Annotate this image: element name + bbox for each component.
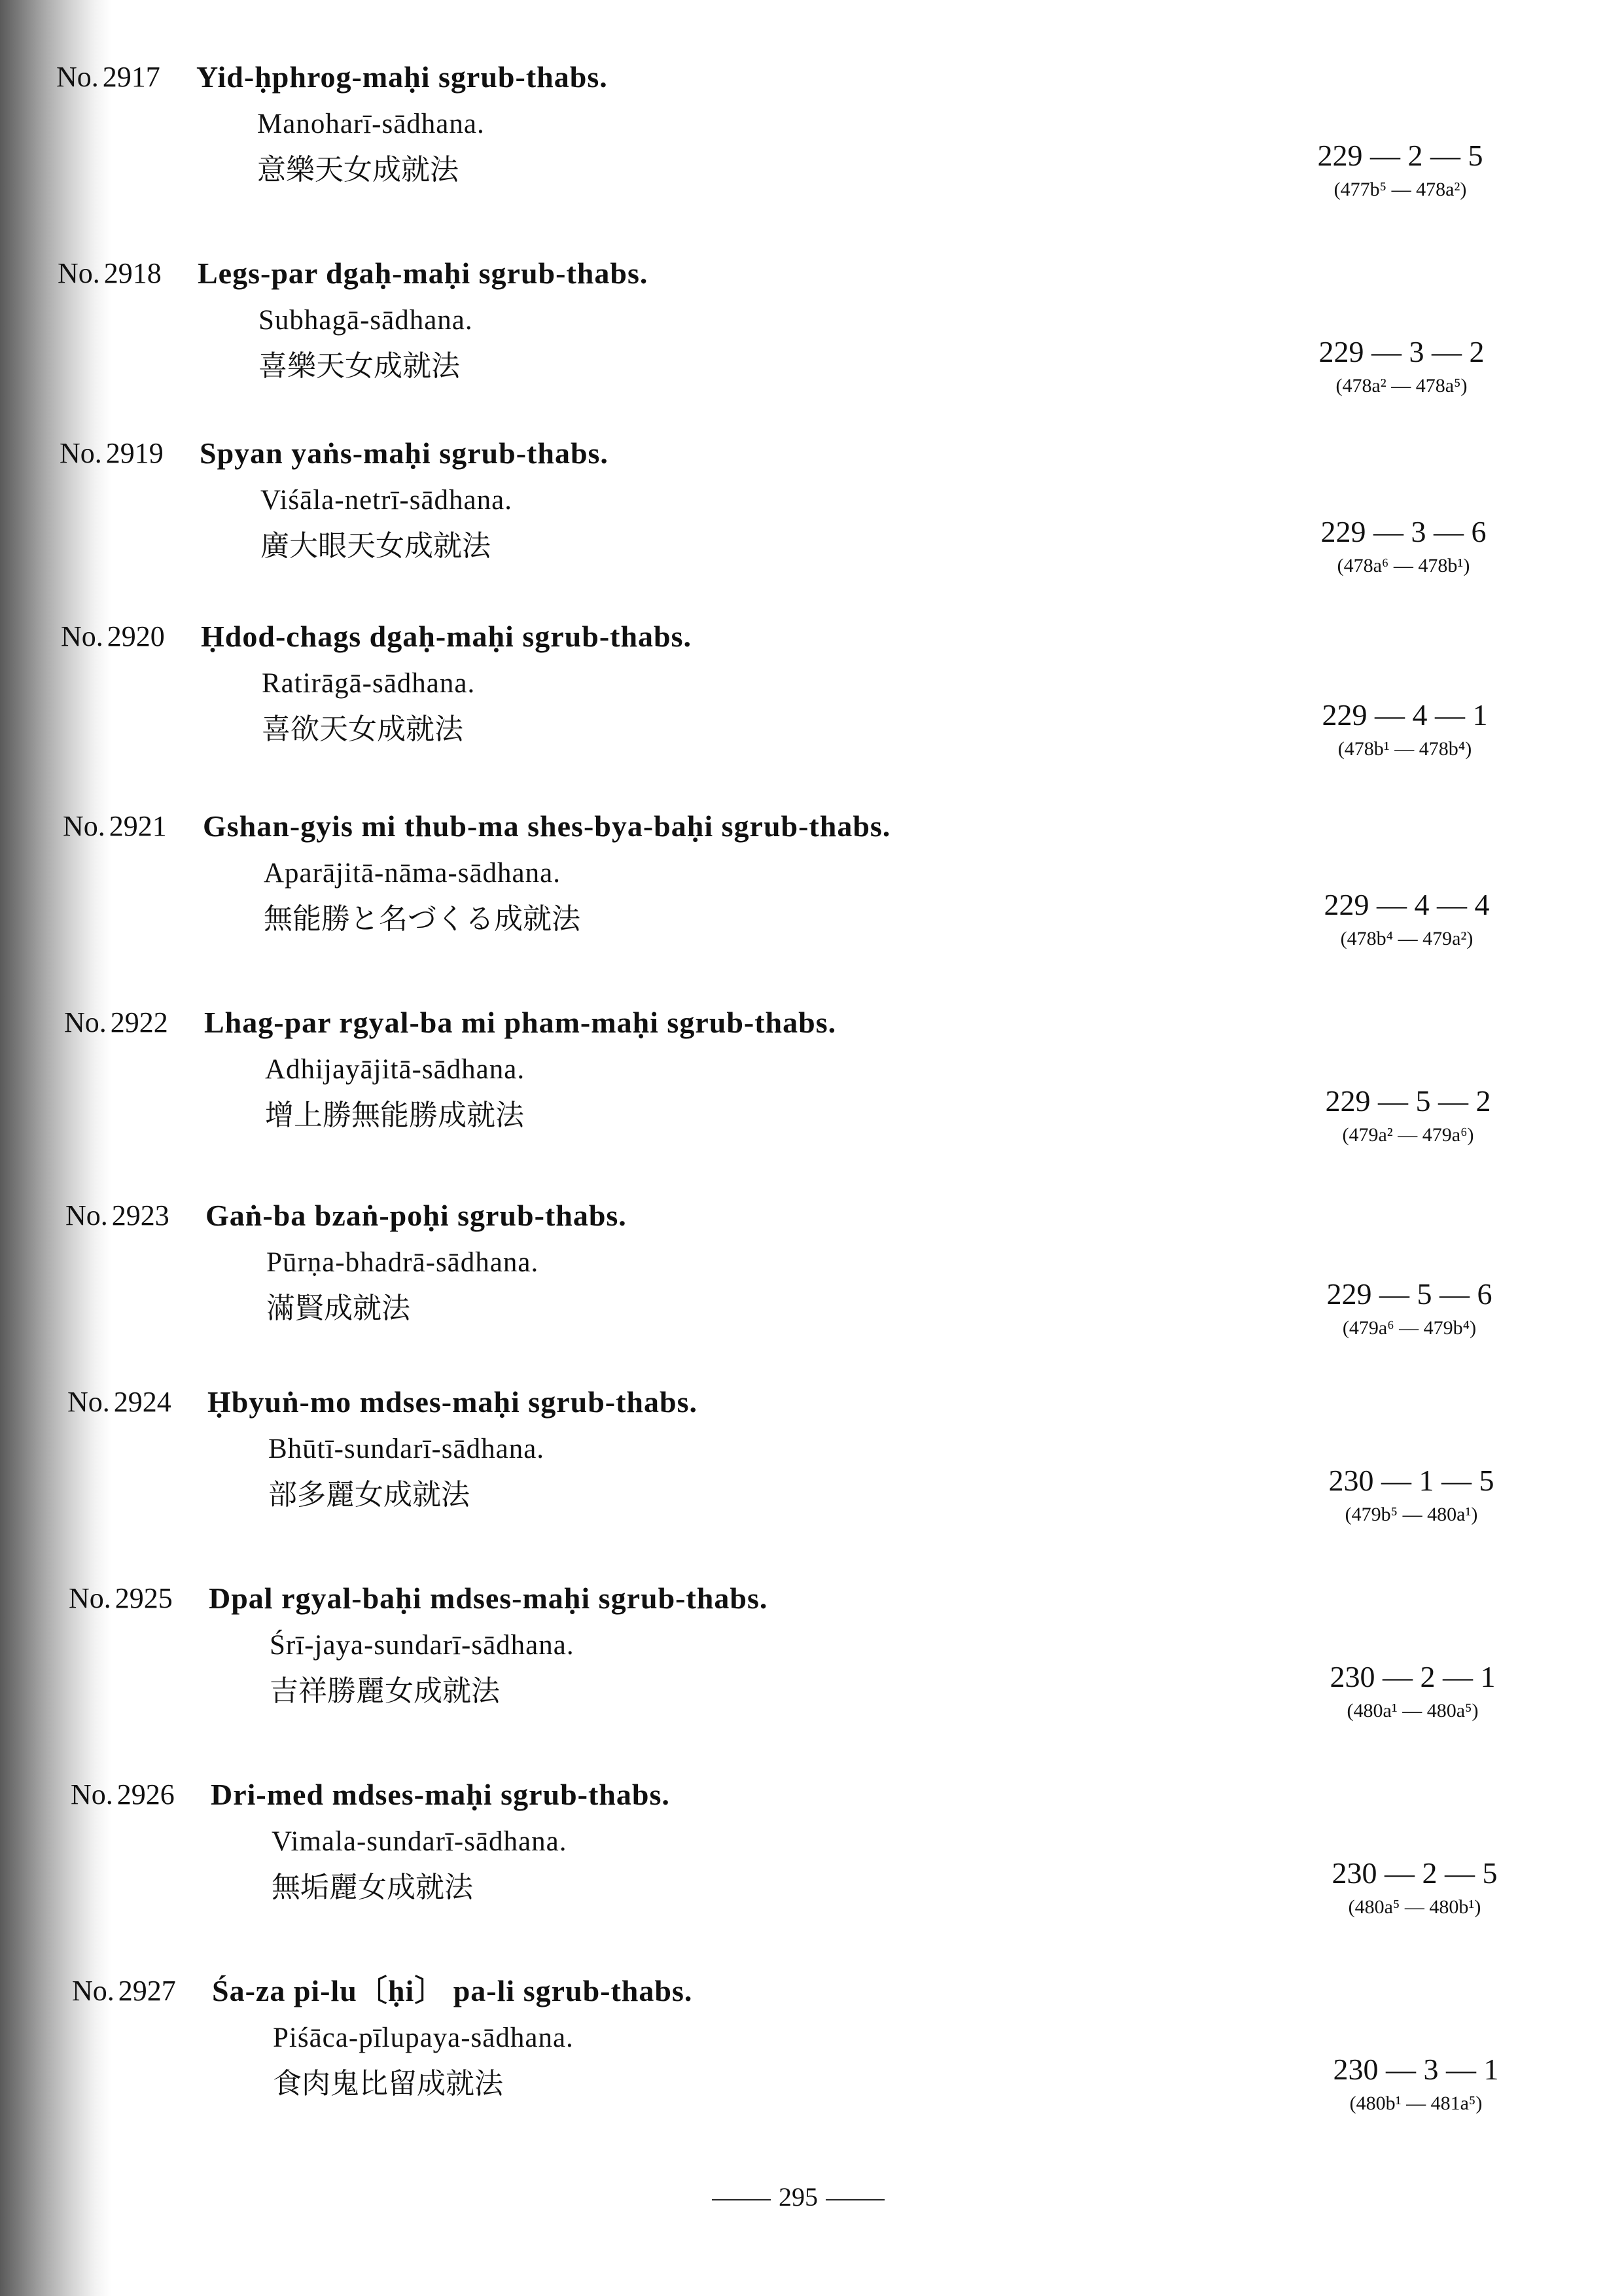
entry-folio-range: (479b⁵ — 480a¹)	[1345, 1504, 1478, 1525]
page-number	[687, 2179, 909, 2216]
entry-number-value: 2920	[107, 620, 165, 652]
catalog-entry	[0, 1776, 1624, 1953]
entry-sanskrit-title: Piśāca-pīlupaya-sādhana.	[273, 2022, 574, 2053]
entry-tibetan-title: Ḥdod-chags dgaḥ-maḥi sgrub-thabs.	[201, 620, 692, 653]
entry-number-label: No.	[60, 437, 102, 469]
entry-japanese-title: 意樂天女成就法	[257, 153, 459, 186]
entry-sanskrit-title: Subhagā-sādhana.	[258, 305, 473, 336]
entry-number	[71, 1776, 175, 1813]
entry-folio-range: (478a² — 478a⁵)	[1335, 375, 1468, 397]
entry-location: 230 — 2 — 1	[1330, 1660, 1496, 1693]
catalog-entry	[0, 1973, 1624, 2149]
entry-location: 229 — 5 — 2	[1325, 1084, 1491, 1118]
entry-number-value: 2921	[109, 810, 167, 842]
catalog-entry	[0, 59, 1624, 236]
entry-tibetan-title: Yid-ḥphrog-maḥi sgrub-thabs.	[196, 60, 608, 94]
entry-number-value: 2925	[115, 1582, 173, 1614]
entry-tibetan-title: Dpal rgyal-baḥi mdses-maḥi sgrub-thabs.	[209, 1581, 768, 1615]
entry-folio-range: (480a¹ — 480a⁵)	[1347, 1700, 1479, 1722]
entry-japanese-title: 增上勝無能勝成就法	[265, 1099, 524, 1132]
entry-number-value: 2924	[113, 1386, 171, 1418]
entry-number-value: 2922	[110, 1006, 168, 1038]
entry-tibetan-title: Ḥbyuṅ-mo mdses-maḥi sgrub-thabs.	[207, 1385, 697, 1419]
page-number-value: 295	[779, 2182, 818, 2212]
entry-number-label: No.	[58, 257, 100, 289]
entry-tibetan-title: Lhag-par rgyal-ba mi pham-maḥi sgrub-thabs.	[204, 1006, 837, 1039]
entry-japanese-title: 無垢麗女成就法	[272, 1871, 473, 1904]
entry-tibetan-title: Gaṅ-ba bzaṅ-poḥi sgrub-thabs.	[205, 1199, 627, 1232]
entry-tibetan-title: Spyan yaṅs-maḥi sgrub-thabs.	[200, 436, 609, 470]
entry-japanese-title: 滿賢成就法	[266, 1292, 410, 1325]
entry-number-label: No.	[63, 810, 105, 842]
entry-japanese-title: 部多麗女成就法	[268, 1478, 470, 1511]
entry-folio-range: (480b¹ — 481a⁵)	[1349, 2093, 1483, 2114]
entry-number-label: No.	[64, 1006, 107, 1038]
entry-number-label: No.	[69, 1582, 111, 1614]
entry-folio-range: (478b¹ — 478b⁴)	[1337, 738, 1472, 760]
entry-sanskrit-title: Viśāla-netrī-sādhana.	[260, 485, 512, 516]
entry-number	[58, 255, 162, 292]
entry-japanese-title: 喜欲天女成就法	[262, 713, 463, 746]
entry-sanskrit-title: Vimala-sundarī-sādhana.	[272, 1826, 567, 1857]
entry-number	[63, 808, 167, 845]
entry-location: 229 — 4 — 4	[1324, 888, 1490, 921]
catalog-entry	[0, 255, 1624, 432]
entry-japanese-title: 吉祥勝麗女成就法	[270, 1674, 500, 1708]
entry-location: 229 — 3 — 6	[1320, 515, 1487, 548]
entry-location: 229 — 5 — 6	[1326, 1277, 1492, 1311]
entry-japanese-title: 無能勝と名づくる成就法	[264, 902, 580, 936]
entry-folio-range: (479a² — 479a⁶)	[1342, 1124, 1474, 1146]
catalog-entry	[0, 435, 1624, 612]
entry-number	[56, 59, 160, 96]
page-number-dash-right	[826, 2199, 885, 2200]
catalog-entry	[0, 1384, 1624, 1561]
catalog-entry	[0, 808, 1624, 985]
entry-folio-range: (479a⁶ — 479b⁴)	[1342, 1317, 1477, 1339]
entry-sanskrit-title: Ratirāgā-sādhana.	[262, 668, 476, 699]
entry-japanese-title: 廣大眼天女成就法	[260, 529, 491, 563]
entry-number	[60, 435, 164, 472]
entry-number-value: 2919	[105, 437, 164, 469]
entry-folio-range: (477b⁵ — 478a²)	[1333, 179, 1467, 200]
entry-sanskrit-title: Manoharī-sādhana.	[257, 109, 485, 139]
entry-number-value: 2927	[118, 1975, 176, 2007]
entry-number	[67, 1384, 171, 1421]
catalog-entry	[0, 1004, 1624, 1181]
entry-number	[65, 1197, 169, 1234]
entry-sanskrit-title: Pūrṇa-bhadrā-sādhana.	[266, 1247, 539, 1278]
entry-tibetan-title: Legs-par dgaḥ-maḥi sgrub-thabs.	[198, 256, 648, 290]
entry-number-value: 2923	[111, 1199, 169, 1231]
catalog-entry	[0, 618, 1624, 795]
entry-location: 229 — 3 — 2	[1318, 335, 1485, 368]
catalog-entry	[0, 1197, 1624, 1374]
entry-folio-range: (478a⁶ — 478b¹)	[1337, 555, 1470, 576]
entry-number-label: No.	[56, 61, 99, 93]
entry-folio-range: (480a⁵ — 480b¹)	[1348, 1896, 1481, 1918]
entry-sanskrit-title: Śrī-jaya-sundarī-sādhana.	[270, 1630, 574, 1661]
entry-number	[64, 1004, 168, 1041]
entry-number-label: No.	[72, 1975, 115, 2007]
entry-sanskrit-title: Bhūtī-sundarī-sādhana.	[268, 1434, 545, 1464]
entry-sanskrit-title: Adhijayājitā-sādhana.	[265, 1054, 525, 1085]
entry-location: 230 — 2 — 5	[1332, 1856, 1498, 1890]
entry-sanskrit-title: Aparājitā-nāma-sādhana.	[264, 858, 561, 889]
entry-japanese-title: 食肉鬼比留成就法	[273, 2067, 503, 2100]
entry-location: 230 — 3 — 1	[1333, 2053, 1499, 2086]
entry-number	[69, 1580, 173, 1617]
entry-tibetan-title: Śa-za pi-lu〔ḥi〕 pa-li sgrub-thabs.	[212, 1974, 693, 2007]
entry-location: 229 — 4 — 1	[1322, 698, 1488, 732]
entry-tibetan-title: Gshan-gyis mi thub-ma shes-bya-baḥi sgrub-thabs.	[203, 809, 891, 843]
catalog-entry	[0, 1580, 1624, 1757]
entry-number-label: No.	[65, 1199, 108, 1231]
entry-number-label: No.	[71, 1778, 113, 1810]
entry-number	[72, 1973, 176, 2009]
entry-number	[61, 618, 165, 655]
entry-location: 230 — 1 — 5	[1328, 1464, 1494, 1497]
entry-number-label: No.	[61, 620, 103, 652]
entry-japanese-title: 喜樂天女成就法	[258, 349, 460, 383]
entry-number-label: No.	[67, 1386, 110, 1418]
entry-number-value: 2917	[102, 61, 160, 93]
page-number-dash-left	[712, 2199, 771, 2200]
entry-number-value: 2926	[116, 1778, 175, 1810]
entry-folio-range: (478b⁴ — 479a²)	[1340, 928, 1474, 949]
entry-number-value: 2918	[103, 257, 162, 289]
entry-location: 229 — 2 — 5	[1317, 139, 1483, 172]
entry-tibetan-title: Dri-med mdses-maḥi sgrub-thabs.	[211, 1778, 670, 1811]
